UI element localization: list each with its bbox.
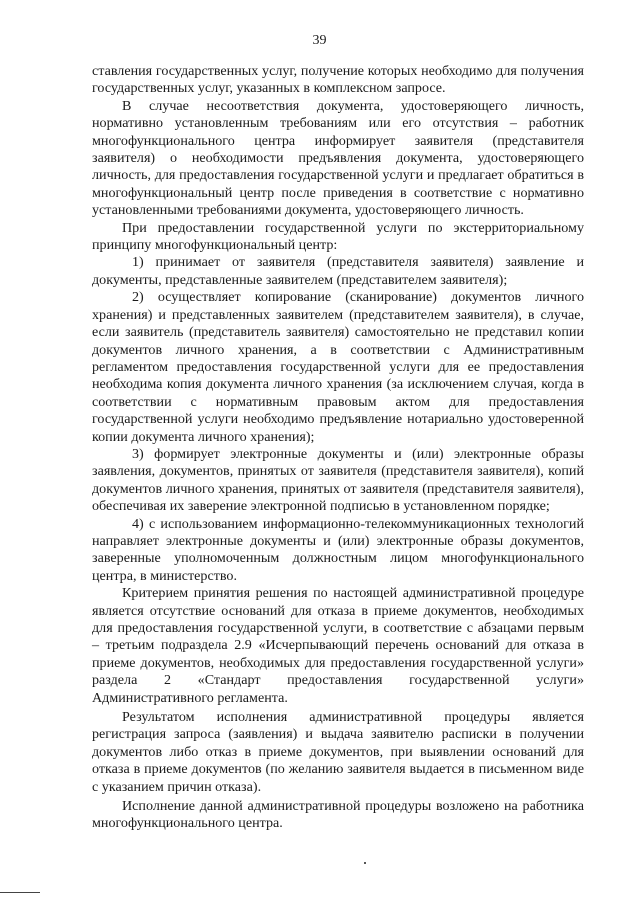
list-item-4: 4) с использованием информационно-телекоммуникационных технологий направляет электронные документы и (или) электронные образы документов, заверенные уполномоченным должностным лицом многофункционального центра, в министерство. bbox=[92, 515, 584, 584]
paragraph-responsibility: Исполнение данной административной процедуры возложено на работника многофункционального центра. bbox=[92, 798, 584, 832]
scan-speck bbox=[364, 862, 366, 864]
footnote-rule bbox=[0, 892, 40, 893]
paragraph-continuation: ставления государственных услуг, получение которых необходимо для получения государственных услуг, указанных в комплексном запросе. bbox=[92, 63, 584, 97]
paragraph-result: Результатом исполнения административной процедуры является регистрация запроса (заявления) и выдача заявителю расписки в получении документов либо отказ в приеме документов, при выявлении оснований для отказа в приеме документов (по желанию заявителя выдается в письменном виде с указанием причин отказа). bbox=[92, 709, 584, 795]
list-item-3: 3) формирует электронные документы и (или) электронные образы заявления, документов, принятых от заявителя (представителя заявителя), копий документов личного хранения, принятых от заявителя (представителя заявителя), обеспечивая их заверение электронной подписью в установленном порядке; bbox=[92, 445, 584, 515]
document-body bbox=[92, 63, 584, 833]
list-item-2: 2) осуществляет копирование (сканирование) документов личного хранения) и представленных заявителем (представителем заявителя), в случае, если заявитель (представитель заявителя) самостоятельно не представил копии документов личного хранения, а в соответствии с Административным регламентом предоставления государственной услуги для ее предоставления необходима копия документа личного хранения (за исключением случая, когда в соответствии с нормативным правовым актом для предоставления государственной услуги необходимо предъявление нотариально удостоверенной копии документа личного хранения); bbox=[92, 289, 584, 445]
paragraph-extraterritorial: При предоставлении государственной услуги по экстерриториальному принципу многофункциональный центр: bbox=[92, 219, 584, 254]
page-number: 39 bbox=[312, 33, 327, 48]
paragraph-identity-document: В случае несоответствия документа, удостоверяющего личность, нормативно установленным требованиям или его отсутствия – работник многофункционального центра информирует заявителя (представителя заявителя) о необходимости предъявления документа, удостоверяющего личность, для предоставления государственной услуги и предлагает обратиться в многофункциональный центр после приведения в соответствие с нормативно установленными требованиями документа, удостоверяющего личность. bbox=[92, 97, 584, 219]
list-item-1: 1) принимает от заявителя (представителя заявителя) заявление и документы, представленные заявителем (представителем заявителя); bbox=[92, 254, 584, 288]
paragraph-criterion: Критерием принятия решения по настоящей административной процедуре является отсутствие оснований для отказа в приеме документов, необходимых для предоставления государственной услуги, в соответствие с абзацами первым – третьим подраздела 2.9 «Исчерпывающий перечень оснований для отказа в приеме документов, необходимых для предоставления государственной услуги» раздела 2 «Стандарт предоставления государственной услуги» Административного регламента. bbox=[92, 585, 584, 706]
